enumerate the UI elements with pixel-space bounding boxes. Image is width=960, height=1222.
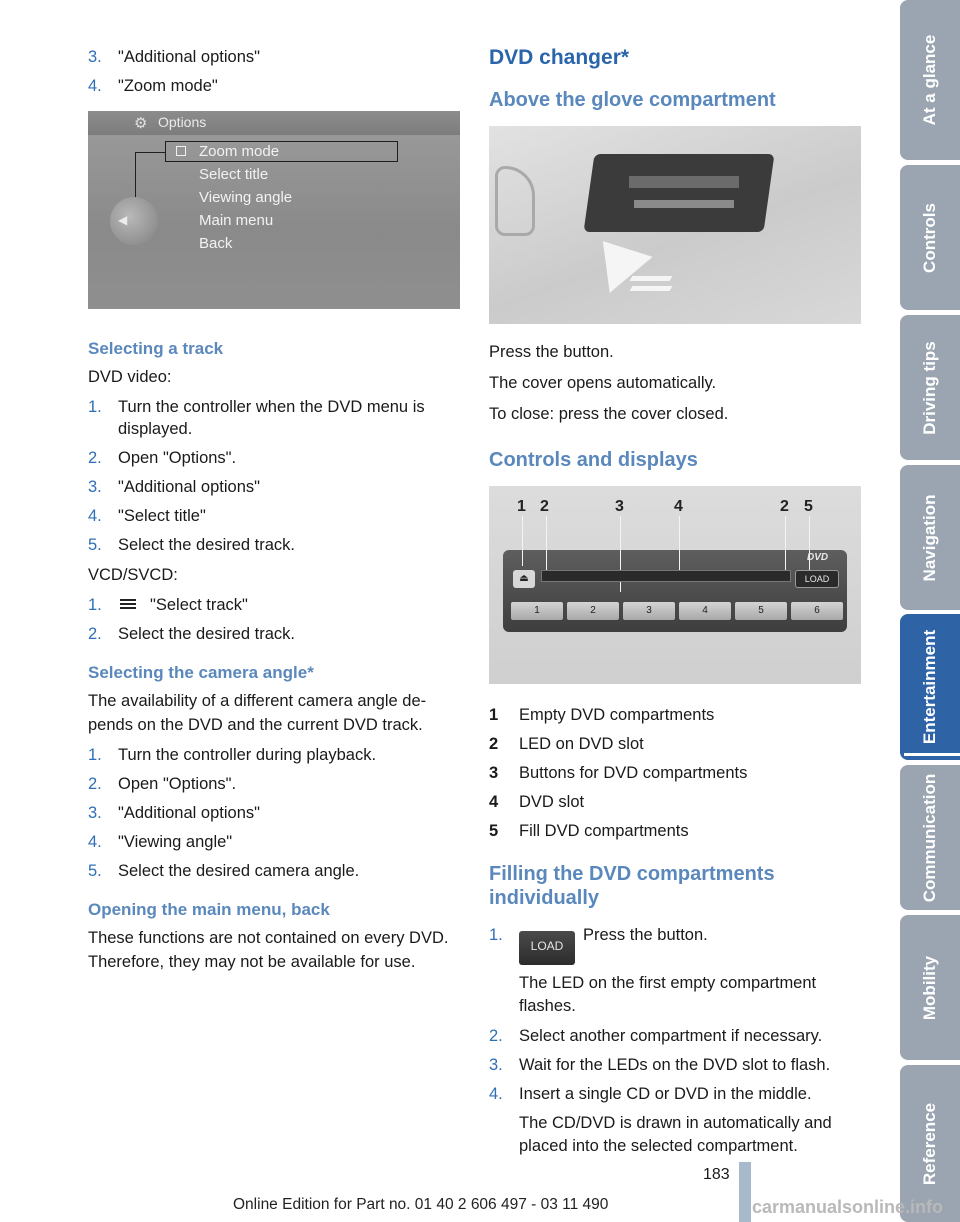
selection-connector: [135, 152, 166, 198]
tab-communication[interactable]: Communication: [900, 765, 960, 910]
tab-driving-tips[interactable]: Driving tips: [900, 315, 960, 460]
tab-controls[interactable]: Controls: [900, 165, 960, 310]
tab-navigation[interactable]: Navigation: [900, 465, 960, 610]
list-item: 1. LOADPress the button.: [489, 924, 861, 965]
arrow-pointer-icon: [581, 223, 652, 293]
compartment-button-2: 2: [567, 602, 619, 620]
list-item: 4. "Zoom mode": [88, 77, 218, 95]
list-item: 4. "Viewing angle": [88, 833, 233, 851]
list-item: 2. Select another compartment if necessary.: [489, 1027, 823, 1045]
glove-line: The cover opens automatically.: [489, 374, 717, 392]
dvd-changer-cover: [584, 154, 775, 232]
legend-item: 5 Fill DVD compartments: [489, 822, 689, 840]
callout-number: 2: [780, 498, 789, 515]
section-title-dvd-changer: DVD changer*: [489, 46, 630, 69]
track-select-icon: [118, 595, 144, 613]
dvd-slot: [541, 570, 791, 582]
page-number: 183: [703, 1166, 730, 1183]
vcd-label: VCD/SVCD:: [88, 566, 178, 584]
menu-item-zoom-mode: Zoom mode: [199, 143, 280, 160]
dvd-changer-controls-photo: [489, 486, 861, 684]
heading-selecting-track: Selecting a track: [88, 339, 224, 358]
menu-title: Options: [158, 114, 207, 130]
legend-item: 4 DVD slot: [489, 793, 585, 811]
heading-filling-compartments: Filling the DVD compartments individually: [489, 863, 775, 909]
list-item: 5. Select the desired camera angle.: [88, 862, 360, 880]
tab-reference[interactable]: Reference: [900, 1065, 960, 1222]
compartment-button-4: 4: [679, 602, 731, 620]
heading-glove-compartment: Above the glove compartment: [489, 89, 776, 111]
list-item: 2. Open "Options".: [88, 449, 237, 467]
load-button-icon: LOAD: [519, 931, 575, 965]
list-item: 3. "Additional options": [88, 804, 260, 822]
arrow-stripe: [630, 276, 673, 281]
arrow-left-icon: ◀: [118, 213, 128, 227]
left-column: [88, 46, 460, 981]
camera-angle-intro: The availability of a different camera angle depends on the DVD and the current DVD track.: [88, 692, 427, 734]
glove-compartment-photo: [489, 126, 861, 324]
page-number-bar: [739, 1162, 751, 1222]
list-item: 1. Turn the controller when the DVD menu is displayed.: [88, 398, 425, 438]
menu-item-back: Back: [199, 235, 233, 252]
changer-buttons: [634, 200, 734, 208]
gear-icon: ⚙: [134, 115, 148, 132]
list-item: 3. Wait for the LEDs on the DVD slot to flash.: [489, 1056, 831, 1074]
right-column: [489, 46, 861, 1165]
footer-edition: Online Edition for Part no. 01 40 2 606 497 - 03 11 490: [233, 1196, 609, 1213]
heading-camera-angle: Selecting the camera angle*: [88, 663, 314, 682]
step-continuation: The LED on the first empty compartment flashes.: [519, 974, 817, 1015]
chapter-tabs: [900, 0, 960, 1222]
list-item: 3. "Additional options": [88, 478, 260, 496]
eject-icon: ⏏: [513, 570, 535, 588]
list-item: 4. Insert a single CD or DVD in the middle.: [489, 1085, 812, 1103]
compartment-button-6: 6: [791, 602, 843, 620]
list-item: 2. Select the desired track.: [88, 625, 296, 643]
list-item: 5. Select the desired track.: [88, 536, 296, 554]
watermark: carmanualsonline.info: [752, 1197, 944, 1217]
checkbox-icon: [176, 146, 186, 156]
callout-number: 5: [804, 498, 813, 515]
callout-number: 1: [517, 498, 526, 515]
callout-number: 4: [674, 498, 683, 515]
dvd-video-label: DVD video:: [88, 368, 172, 386]
main-menu-body: These functions are not contained on every DVD. Therefore, they may not be available for use.: [88, 929, 449, 971]
dvd-logo: DVD: [807, 552, 829, 563]
glove-line: Press the button.: [489, 343, 614, 361]
callout-line: [679, 516, 680, 572]
air-vent: [495, 166, 535, 236]
tab-mobility[interactable]: Mobility: [900, 915, 960, 1060]
glove-line: To close: press the cover closed.: [489, 405, 729, 423]
load-button: LOAD: [795, 570, 839, 588]
options-menu-screenshot: [88, 111, 460, 309]
tab-entertainment[interactable]: Entertainment: [900, 614, 960, 760]
list-item: 1. "Select track": [88, 596, 248, 614]
changer-slot: [629, 176, 739, 188]
arrow-stripe: [630, 286, 673, 291]
heading-controls-displays: Controls and displays: [489, 449, 698, 471]
callout-line: [522, 516, 523, 566]
heading-main-menu-back: Opening the main menu, back: [88, 900, 330, 919]
compartment-button-1: 1: [511, 602, 563, 620]
callout-number: 2: [540, 498, 549, 515]
list-item: 4. "Select title": [88, 507, 206, 525]
menu-item-main-menu: Main menu: [199, 212, 274, 229]
step-continuation: The CD/DVD is drawn in automatically and placed into the selected compartment.: [519, 1114, 832, 1155]
menu-item-select-title: Select title: [199, 166, 269, 183]
legend-item: 3 Buttons for DVD compartments: [489, 764, 748, 782]
compartment-button-5: 5: [735, 602, 787, 620]
legend-item: 2 LED on DVD slot: [489, 735, 644, 753]
callout-number: 3: [615, 498, 624, 515]
compartment-button-3: 3: [623, 602, 675, 620]
legend-item: 1 Empty DVD compartments: [489, 706, 715, 724]
list-item: 1. Turn the controller during playback.: [88, 746, 377, 764]
tab-at-a-glance[interactable]: At a glance: [900, 0, 960, 160]
list-item: 2. Open "Options".: [88, 775, 237, 793]
list-item: 3. "Additional options": [88, 48, 260, 66]
menu-item-viewing-angle: Viewing angle: [199, 189, 293, 206]
